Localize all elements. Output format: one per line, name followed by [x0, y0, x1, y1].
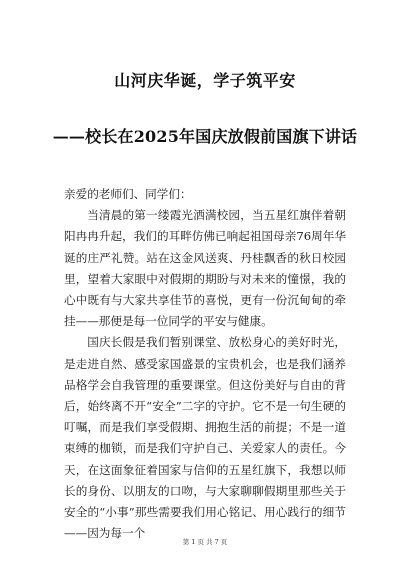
- salutation: 亲爱的老师们、同学们：: [64, 187, 192, 201]
- document-subtitle: ——校长在2025年国庆放假前国旗下讲话: [52, 127, 358, 146]
- paragraph-2: 国庆长假是我们暂别课堂、放松身心的美好时光，是走进自然、感受家国盛景的宝贵机会，也是我们涵养品格学会自我管理的重要课堂。但这份美好与自由的背后，始终离不开“安全”二字的守护。它不是一句生硬的叮嘱，而是我们享受假期、拥抱生活的前提；不是一道束缚的枷锁，而是我们守护自己、关爱家人的责任。今天，在这面象征着国家与信仰的五星红旗下，我想以师长的身份、以朋友的口吻，与大家聊聊假期里那些关于安全的“小事”那些需要我们用心铭记、用心践行的细节——因为每一个: [64, 335, 346, 541]
- page-number: 第 1 页 共 7 页: [182, 538, 228, 546]
- paragraph-1: 当清晨的第一缕霞光洒满校园，当五星红旗伴着朝阳冉冉升起，我们的耳畔仿佛已响起祖国母亲76周年华诞的庄严礼赞。站在这金风送爽、丹桂飘香的秋日校园里，望着大家眼中对假期的期盼与对未来的憧憬，我的心中既有与大家共享佳节的喜悦，更有一份沉甸甸的牵挂——那便是每一位同学的平安与健康。: [64, 208, 346, 329]
- document-body: [64, 184, 346, 544]
- document-title: 山河庆华诞，学子筑平安: [114, 71, 296, 90]
